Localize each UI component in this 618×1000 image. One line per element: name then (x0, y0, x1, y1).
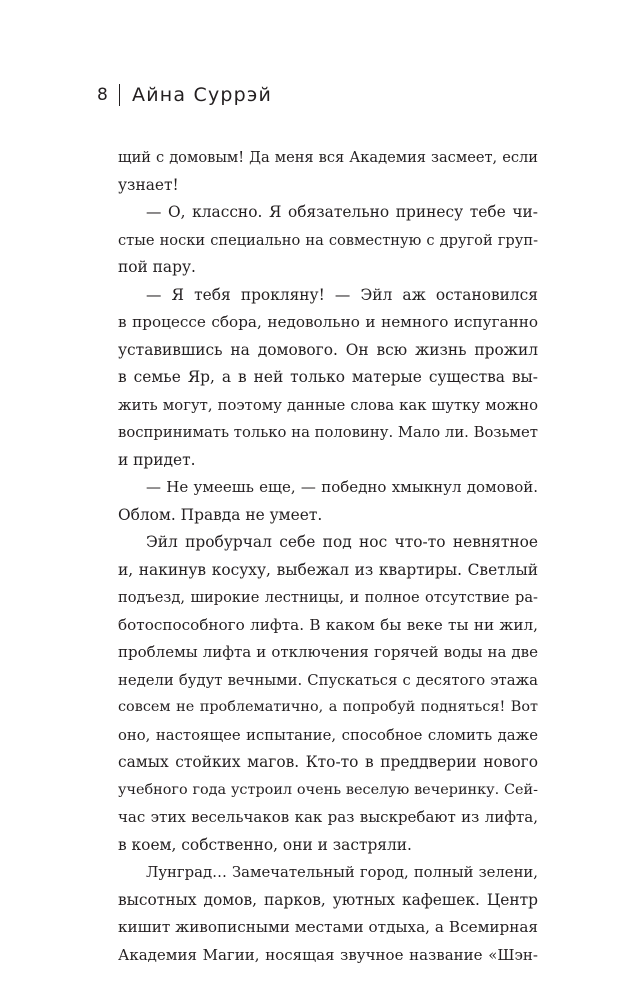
header-separator (119, 84, 120, 106)
text-line: пой пару. (118, 258, 196, 276)
text-line: в семье Яр, а в ней только матерые существа вы- (118, 368, 538, 386)
text-line: Эйл пробурчал себе под нос что-то невнятное (146, 533, 538, 551)
text-line: ботоспособного лифта. В каком бы веке ты ни жил, (118, 615, 538, 634)
text-line: самых стойких магов. Кто-то в преддверии нового (118, 753, 538, 771)
text-line: высотных домов, парков, уютных кафешек. Центр (118, 890, 538, 909)
body-text (118, 144, 538, 969)
running-head (97, 80, 272, 110)
text-line: час этих весельчаков как раз выскребают из лифта, (118, 808, 538, 826)
text-line: в процессе сбора, недовольно и немного испуганно (118, 313, 538, 331)
text-line: недели будут вечными. Спускаться с десятого этажа (118, 671, 538, 689)
text-line: Облом. Правда не умеет. (118, 505, 323, 524)
text-line: — Я тебя прокляну! — Эйл аж остановился (146, 285, 538, 304)
text-line: узнает! (118, 175, 179, 194)
text-line: кишит живописными местами отдыха, а Всемирная (118, 918, 538, 936)
text-line: и придет. (118, 450, 196, 469)
text-line: совсем не проблематично, а попробуй подняться! Вот (118, 699, 538, 715)
text-line: жить могут, поэтому данные слова как шутку можно (118, 396, 538, 414)
text-line: проблемы лифта и отключения горячей воды на две (118, 643, 538, 661)
text-line: — О, классно. Я обязательно принесу тебе чи- (146, 203, 538, 221)
text-line: Академия Магии, носящая звучное название «Шэн- (118, 945, 538, 964)
text-line: подъезд, широкие лестницы, и полное отсутствие ра- (118, 589, 538, 606)
author-name: Айна Суррэй (132, 84, 273, 106)
text-line: уставившись на домового. Он всю жизнь прожил (118, 340, 538, 359)
text-line: стые носки специально на совместную с другой груп- (118, 231, 538, 249)
text-line: оно, настоящее испытание, способное сломить даже (118, 726, 538, 744)
text-line: Лунград… Замечательный город, полный зелени, (146, 864, 538, 881)
text-line: щий с домовым! Да меня вся Академия засмеет, если (118, 149, 538, 166)
text-line: — Не умеешь еще, — победно хмыкнул домовой. (146, 478, 538, 496)
text-line: воспринимать только на половину. Мало ли. Возьмет (118, 424, 538, 441)
text-line: учебного года устроил очень веселую вечеринку. Сей- (118, 781, 538, 798)
text-line: и, накинув косуху, выбежал из квартиры. Светлый (118, 560, 538, 579)
text-line: в коем, собственно, они и застряли. (118, 835, 412, 854)
page-number: 8 (97, 85, 110, 105)
